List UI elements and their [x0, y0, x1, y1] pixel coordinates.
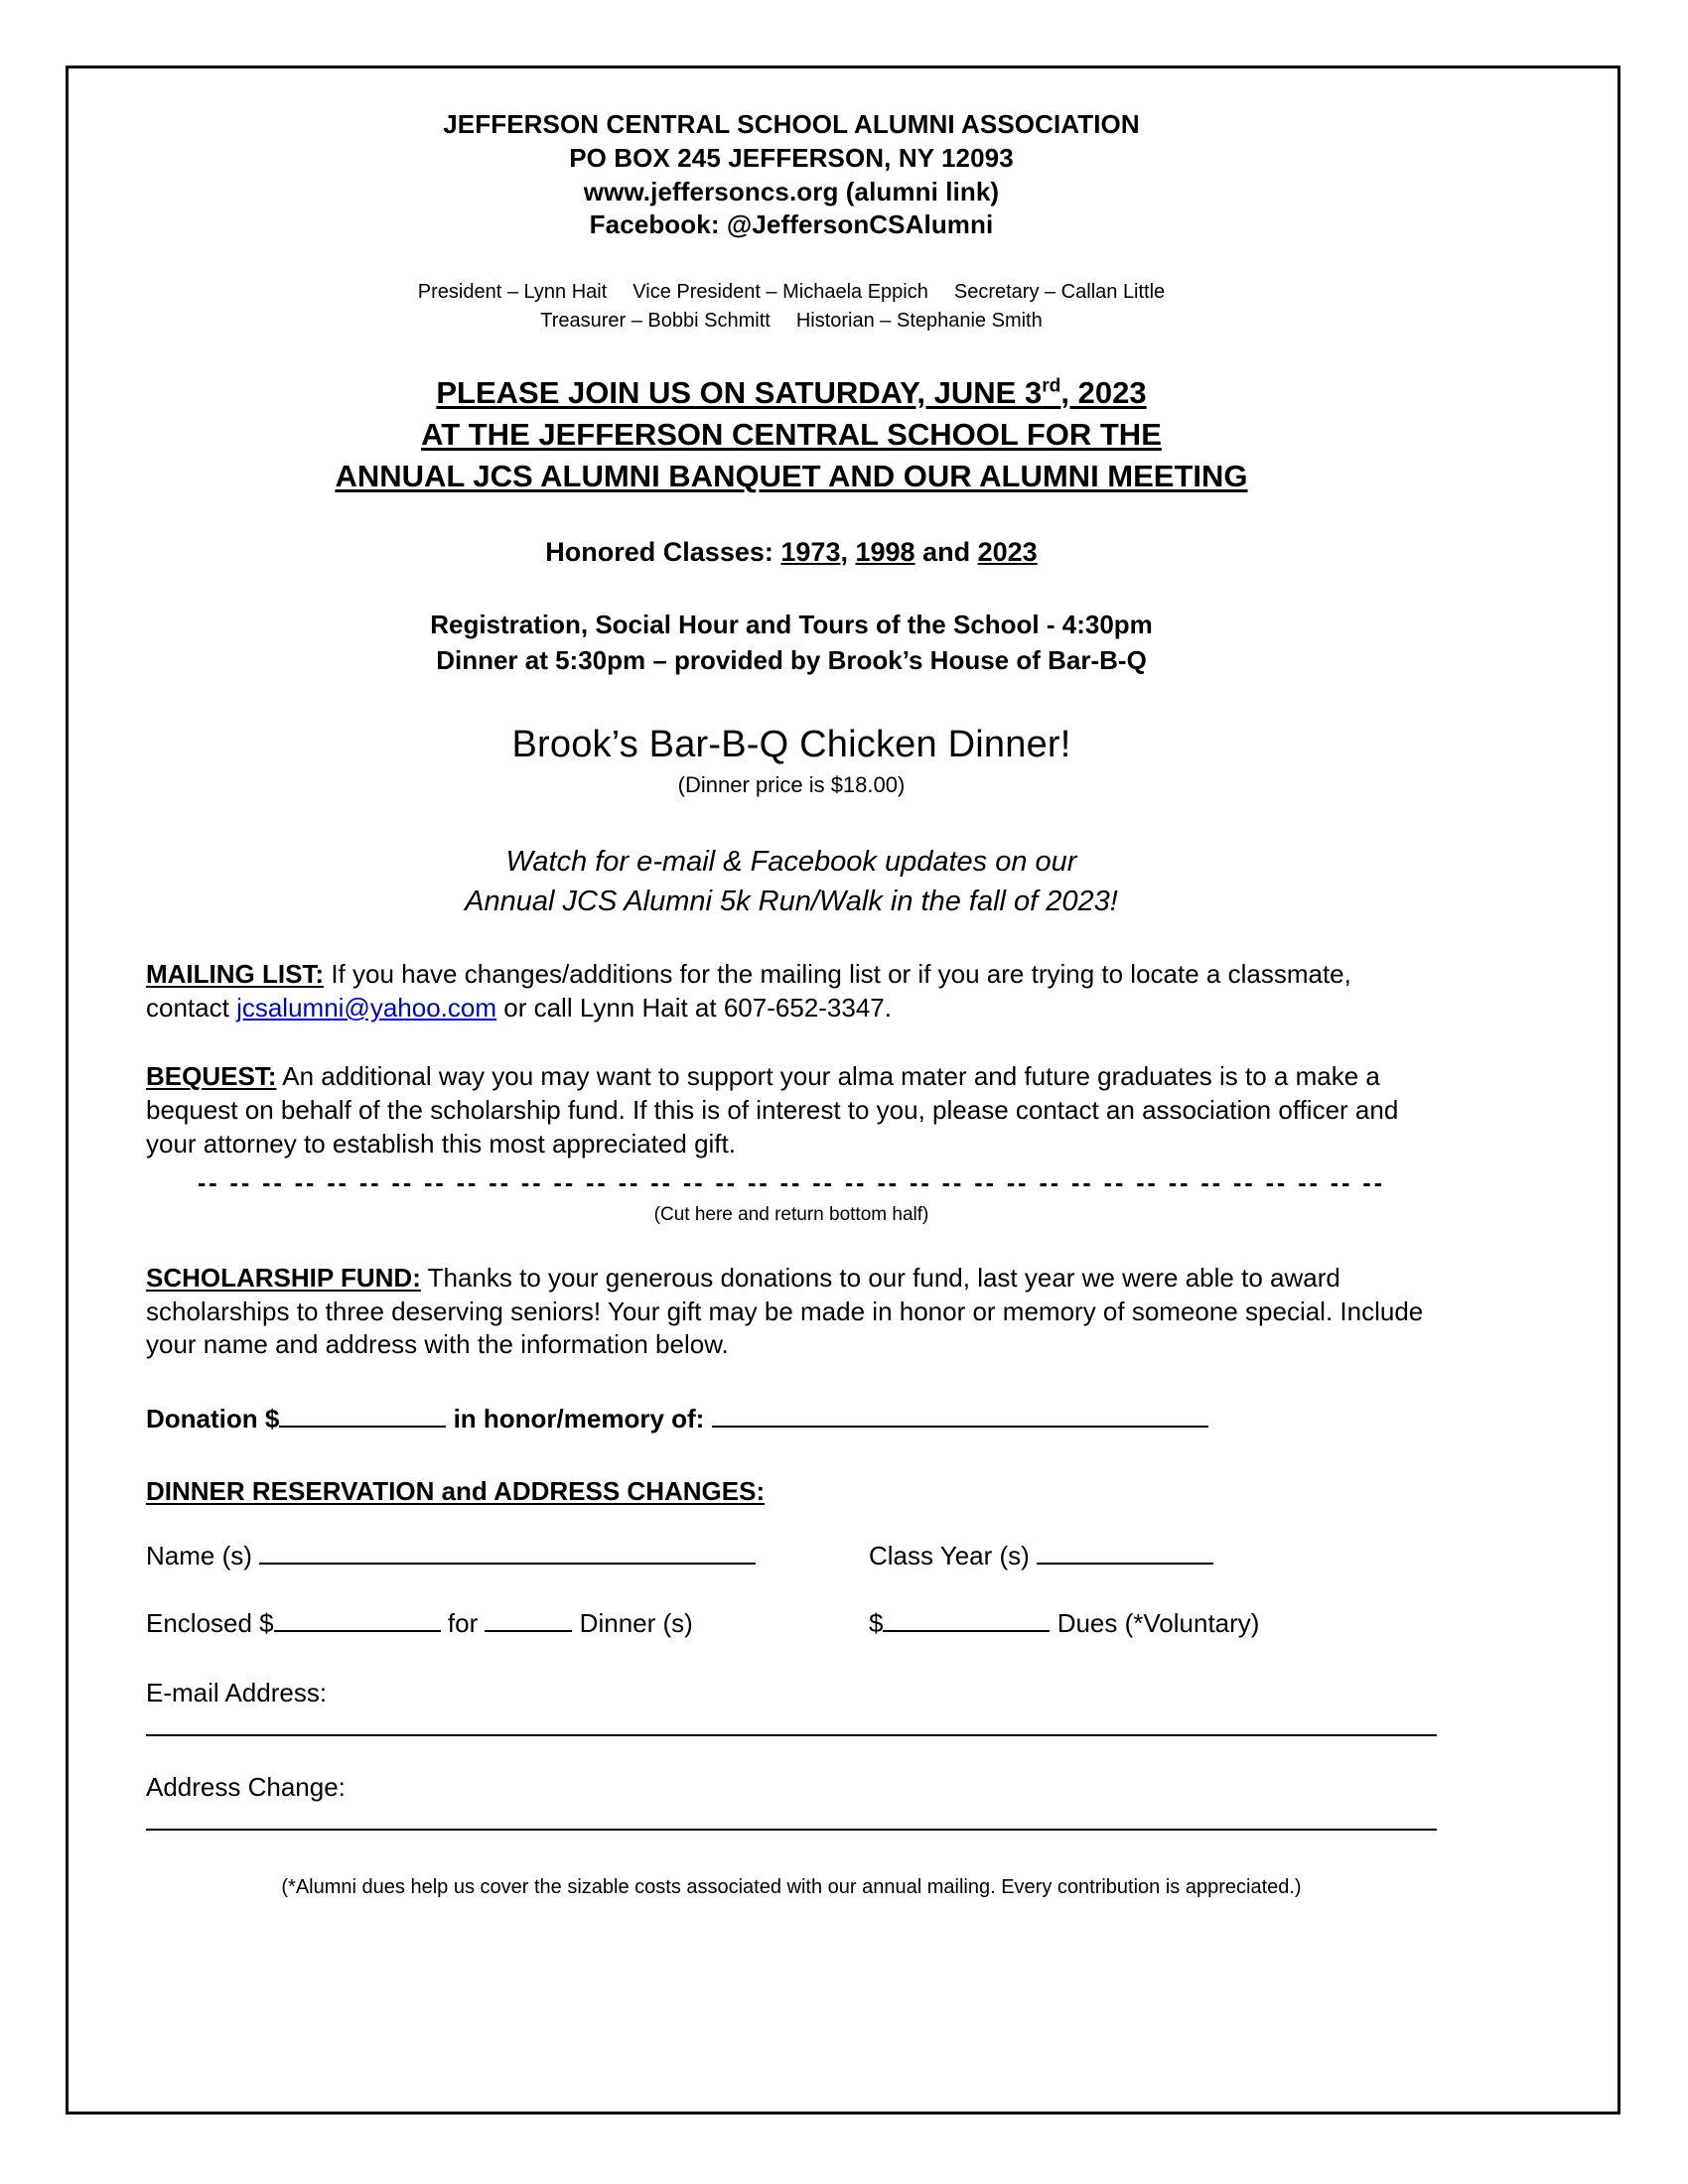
- address-change-label: Address Change:: [146, 1772, 346, 1803]
- honored-year-1998: 1998: [855, 537, 915, 568]
- name-input-field[interactable]: [259, 1563, 756, 1565]
- run-walk-line-2: Annual JCS Alumni 5k Run/Walk in the fall of 2023!: [465, 886, 1118, 918]
- flyer-content: [146, 108, 1437, 1899]
- bequest-label: BEQUEST:: [146, 1061, 277, 1092]
- officers-row-2: [146, 307, 1437, 335]
- reservation-form-heading: DINNER RESERVATION and ADDRESS CHANGES:: [146, 1476, 766, 1507]
- dinner-count-field[interactable]: [485, 1630, 572, 1632]
- scholarship-fund-text: Thanks to your generous donations to our fund, last year we were able to award scholarships to three deserving seniors! Your gift may be made in honor or memory of someone special. Include your name and address with the information below.: [146, 1262, 1424, 1360]
- bequest-text: An additional way you may want to support your alma mater and future graduates is to a make a bequest on behalf of the scholarship fund. If this is of interest to you, please contact an association officer and your attorney to establish this most appreciated gift.: [146, 1061, 1399, 1159]
- masthead: [146, 108, 1437, 242]
- run-walk-note: [146, 842, 1437, 922]
- announcement-line-3-text: ANNUAL JCS ALUMNI BANQUET AND OUR ALUMNI MEETING: [335, 459, 1248, 494]
- class-year-label: Class Year (s): [869, 1541, 1038, 1571]
- dues-amount-field[interactable]: [883, 1630, 1050, 1632]
- name-label: Name (s): [146, 1541, 260, 1571]
- officer-president: President – Lynn Hait: [417, 281, 608, 304]
- class-year-input-field[interactable]: [1037, 1563, 1213, 1565]
- officer-vice-president: Vice President – Michaela Eppich: [633, 281, 928, 304]
- announcement-line-2-text: AT THE JEFFERSON CENTRAL SCHOOL FOR THE: [421, 417, 1162, 453]
- announcement-year: , 2023: [1060, 374, 1147, 410]
- organization-facebook: Facebook: @JeffersonCSAlumni: [589, 209, 994, 240]
- officers-row-1: [146, 278, 1437, 306]
- dues-currency-symbol: $: [869, 1608, 884, 1639]
- officer-treasurer: Treasurer – Bobbi Schmitt: [540, 309, 771, 332]
- name-class-row: [146, 1541, 1437, 1574]
- announcement-line-3: [146, 456, 1437, 497]
- event-schedule: [146, 608, 1437, 677]
- organization-name: JEFFERSON CENTRAL SCHOOL ALUMNI ASSOCIATION: [443, 109, 1140, 139]
- mailing-list-label: MAILING LIST:: [146, 958, 325, 989]
- honored-year-1973: 1973: [780, 537, 841, 568]
- dinner-price-note: (Dinner price is $18.00): [677, 771, 906, 797]
- mailing-list-text-after: or call Lynn Hait at 607-652-3347.: [496, 992, 892, 1023]
- enclosed-label: Enclosed $: [146, 1608, 274, 1639]
- flyer-page: [66, 66, 1620, 2115]
- ordinal-suffix: rd: [1042, 375, 1061, 397]
- for-label: for: [440, 1608, 486, 1639]
- dues-footnote: (*Alumni dues help us cover the sizable costs associated with our annual mailing. Every contribution is appreciated.): [281, 1876, 1302, 1899]
- dinners-label: Dinner (s): [572, 1608, 693, 1639]
- schedule-dinner: Dinner at 5:30pm – provided by Brook’s House of Bar-B-Q: [436, 644, 1147, 675]
- class-year-field-group: [869, 1541, 1213, 1571]
- donation-label: Donation $: [146, 1404, 280, 1434]
- alumni-email-link[interactable]: jcsalumni@yahoo.com: [236, 992, 497, 1023]
- enclosed-amount-field[interactable]: [274, 1630, 441, 1632]
- mailing-list-paragraph: [146, 958, 1437, 1025]
- announcement-line-2: [146, 414, 1437, 456]
- enclosed-field-group: [146, 1608, 693, 1639]
- honored-classes-label: Honored Classes:: [545, 537, 774, 568]
- scholarship-fund-label: SCHOLARSHIP FUND:: [146, 1262, 421, 1293]
- announcement-date-prefix: PLEASE JOIN US ON SATURDAY, JUNE 3: [436, 374, 1043, 410]
- honored-classes: [146, 537, 1437, 568]
- address-change-input-field[interactable]: [146, 1829, 1437, 1831]
- bequest-paragraph: [146, 1060, 1437, 1160]
- email-address-input-field[interactable]: [146, 1734, 1437, 1736]
- mailing-list-text-before: If you have changes/additions for the mailing list or if you are trying to locate a classmate, contact: [146, 958, 1351, 1023]
- run-walk-line-1: Watch for e-mail & Facebook updates on our: [505, 845, 1077, 878]
- officer-secretary: Secretary – Callan Little: [953, 281, 1166, 304]
- organization-website: www.jeffersoncs.org (alumni link): [583, 176, 1000, 206]
- event-announcement: [146, 372, 1437, 497]
- enclosed-dues-row: [146, 1608, 1437, 1642]
- officer-historian: Historian – Stephanie Smith: [795, 309, 1043, 332]
- scholarship-fund-paragraph: [146, 1262, 1437, 1362]
- announcement-line-1-text: [436, 375, 1146, 410]
- organization-address: PO BOX 245 JEFFERSON, NY 12093: [569, 142, 1014, 173]
- dues-field-group: [869, 1608, 1259, 1639]
- donation-line: [146, 1404, 1437, 1434]
- honored-year-2023: 2023: [977, 537, 1038, 568]
- email-address-label: E-mail Address:: [146, 1678, 328, 1708]
- donation-honor-field[interactable]: [712, 1426, 1208, 1428]
- cut-here-note: (Cut here and return bottom half): [653, 1203, 929, 1225]
- announcement-line-1: [146, 372, 1437, 414]
- dinner-headline: Brook’s Bar-B-Q Chicken Dinner!: [511, 723, 1071, 765]
- name-field-group: [146, 1541, 756, 1571]
- schedule-registration: Registration, Social Hour and Tours of the School - 4:30pm: [430, 610, 1153, 640]
- donation-amount-field[interactable]: [279, 1426, 446, 1428]
- donation-honor-label: in honor/memory of:: [446, 1404, 712, 1434]
- officers-list: [146, 278, 1437, 335]
- honored-comma: ,: [840, 537, 848, 568]
- dues-label: Dues (*Voluntary): [1050, 1608, 1260, 1639]
- cut-here-dashed-line: -- -- -- -- -- -- -- -- -- -- -- -- -- -- -- -- -- -- -- -- -- -- -- -- -- -- -- -- -- -- -- -- -- -- -- -- --: [197, 1168, 1386, 1197]
- honored-and: and: [922, 537, 971, 568]
